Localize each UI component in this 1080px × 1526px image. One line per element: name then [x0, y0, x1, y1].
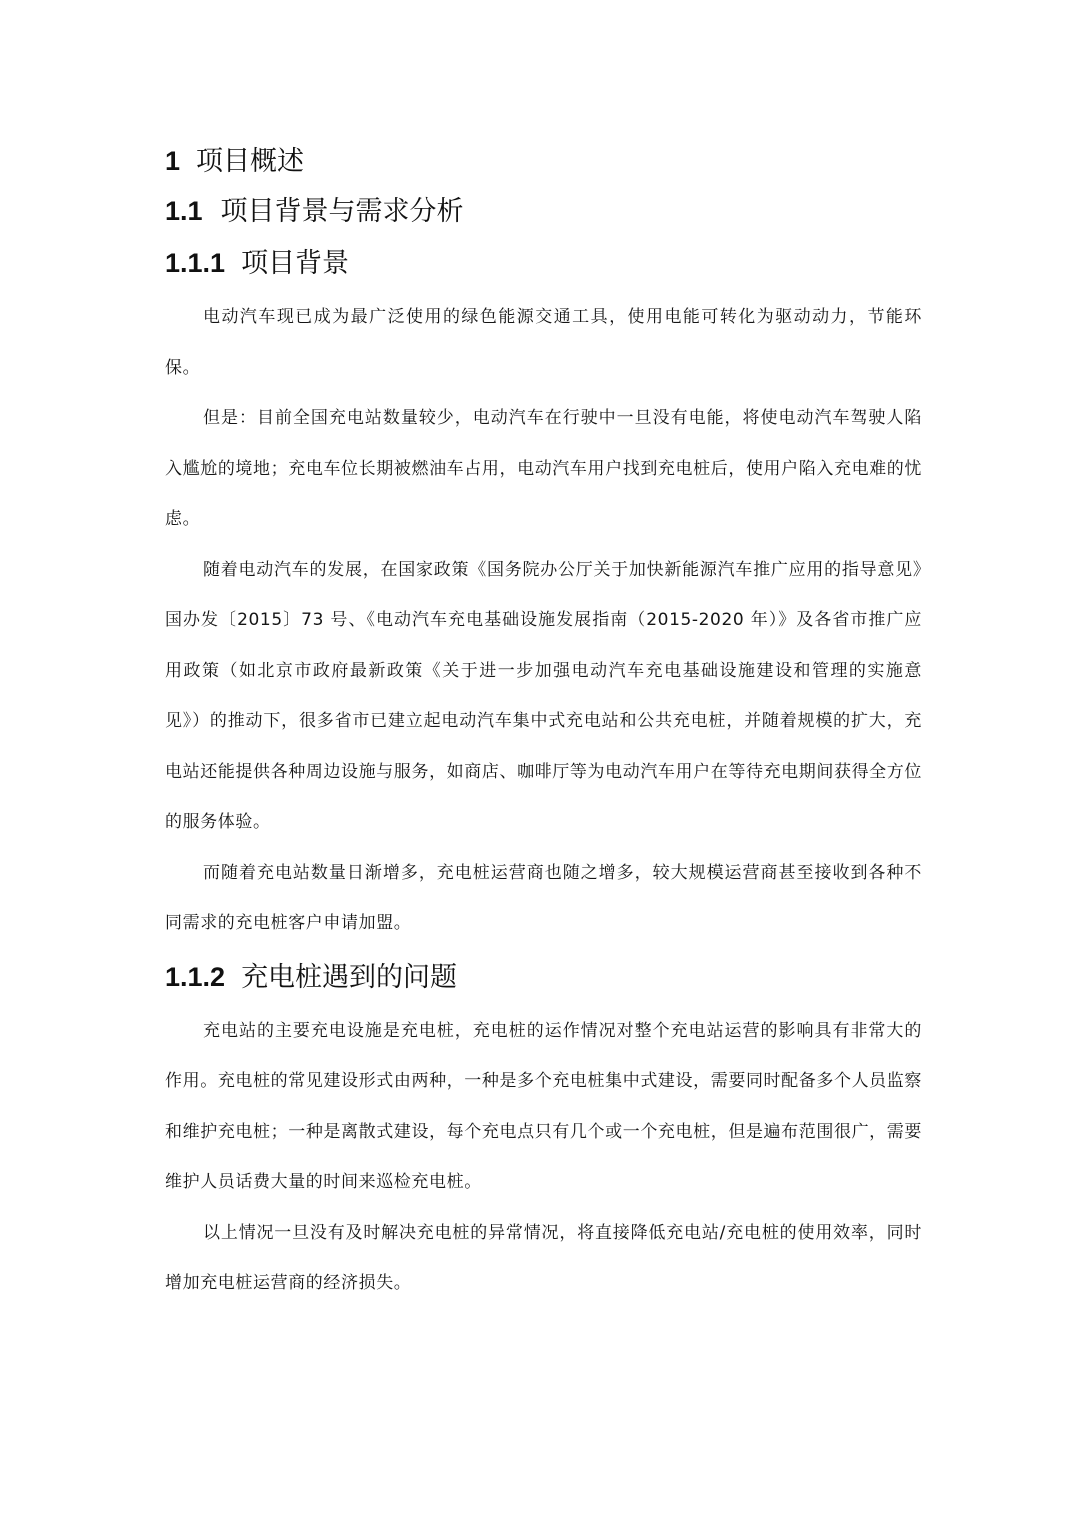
paragraph-ev-intro: 电动汽车现已成为最广泛使用的绿色能源交通工具，使用电能可转化为驱动动力，节能环保。 [165, 307, 922, 378]
heading-title: 项目背景与需求分析 [220, 196, 464, 227]
heading-title: 充电桩遇到的问题 [241, 961, 458, 993]
heading-1-1-1-project-background [165, 237, 922, 289]
heading-title: 项目背景 [241, 248, 350, 279]
paragraph-operator-growth: 而随着充电站数量日渐增多，充电桩运营商也随之增多，较大规模运营商甚至接收到各种不同需求的充电桩客户申请加盟。 [165, 862, 922, 933]
page-content [165, 136, 922, 1309]
heading-title: 项目概述 [196, 146, 305, 177]
heading-number: 1.1 [165, 196, 203, 226]
paragraph-charging-facilities: 充电站的主要充电设施是充电桩，充电桩的运作情况对整个充电站运营的影响具有非常大的作用。充电桩的常见建设形式由两种，一种是多个充电桩集中式建设，需要同时配备多个人员监察和维护充电桩；一种是离散式建设，每个充电点只有几个或一个充电桩，但是遍布范围很广，需要维护人员话费大量的时间来巡检充电桩。 [165, 1020, 922, 1192]
heading-1-project-overview [165, 136, 922, 186]
heading-number: 1.1.2 [165, 961, 226, 992]
paragraph-efficiency-loss: 以上情况一旦没有及时解决充电桩的异常情况，将直接降低充电站/充电桩的使用效率，同时增加充电桩运营商的经济损失。 [165, 1222, 922, 1293]
heading-1-1-2-charging-pile-problems [165, 951, 922, 1003]
heading-number: 1.1.1 [165, 248, 226, 278]
paragraph-charging-shortage: 但是：目前全国充电站数量较少，电动汽车在行驶中一旦没有电能，将使电动汽车驾驶人陷入尴尬的境地；充电车位长期被燃油车占用，电动汽车用户找到充电桩后，使用户陷入充电难的忧虑。 [165, 408, 922, 529]
paragraph-policy-development: 随着电动汽车的发展，在国家政策《国务院办公厅关于加快新能源汽车推广应用的指导意见》国办发〔2015〕73 号、《电动汽车充电基础设施发展指南（2015-2020 年）》及各省市推广应用政策（如北京市政府最新政策《关于进一步加强电动汽车充电基础设施建设和管理的实施意见》）的推动下，很多省市已建立起电动汽车集中式充电站和公共充电桩，并随着规模的扩大，充电站还能提供各种周边设施与服务，如商店、咖啡厅等为电动汽车用户在等待充电期间获得全方位的服务体验。 [165, 559, 922, 832]
heading-number: 1 [165, 146, 181, 176]
heading-1-1-background-and-needs [165, 186, 922, 237]
